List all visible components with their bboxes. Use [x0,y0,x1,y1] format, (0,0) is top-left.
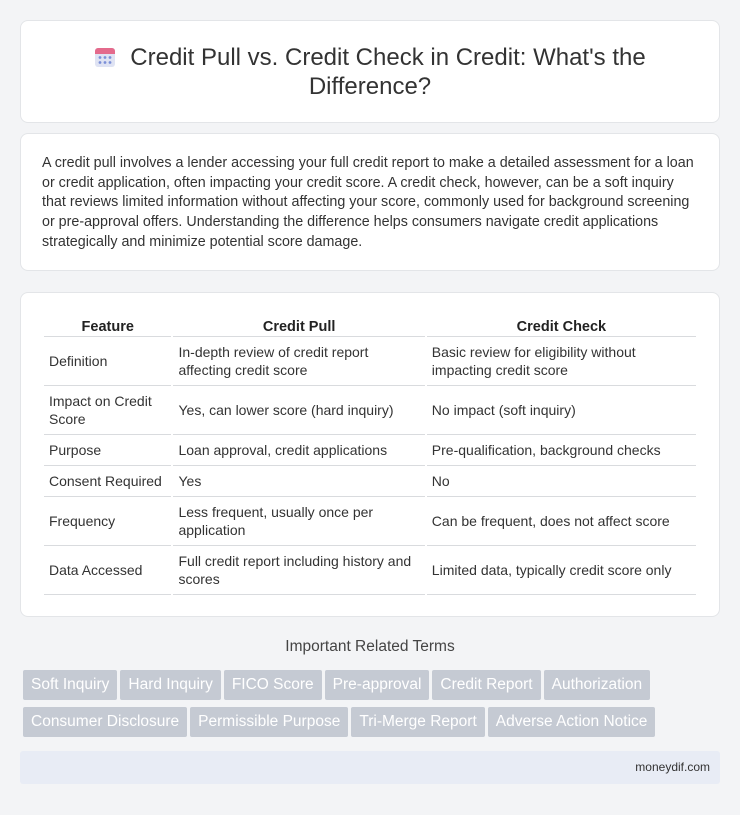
page-title [90,43,650,101]
tag-tri-merge-report[interactable]: Tri-Merge Report [351,707,484,737]
table-row [44,466,696,497]
table-cell: Yes [173,466,424,497]
footer-site-link[interactable]: moneydif.com [635,760,710,774]
table-cell: Purpose [44,435,171,466]
table-cell: In-depth review of credit report affecting credit score [173,337,424,386]
table-cell: Yes, can lower score (hard inquiry) [173,386,424,435]
table-cell: Data Accessed [44,546,171,595]
tag-authorization[interactable]: Authorization [544,670,650,700]
related-terms-tags [23,670,723,744]
footer [20,751,720,784]
tag-permissible-purpose[interactable]: Permissible Purpose [190,707,348,737]
comparison-table-card [20,292,720,617]
table-cell: No impact (soft inquiry) [427,386,696,435]
tag-adverse-action-notice[interactable]: Adverse Action Notice [488,707,656,737]
tag-credit-report[interactable]: Credit Report [432,670,540,700]
table-row [44,337,696,386]
table-cell: Definition [44,337,171,386]
table-cell: Full credit report including history and scores [173,546,424,595]
calendar-icon [94,46,116,68]
page-title-text: Credit Pull vs. Credit Check in Credit: What's the Difference? [130,43,646,100]
table-cell: Frequency [44,497,171,546]
table-header-row [44,315,696,337]
tag-pre-approval[interactable]: Pre-approval [325,670,430,700]
table-row [44,435,696,466]
comparison-table [42,315,698,595]
table-cell: Less frequent, usually once per application [173,497,424,546]
related-terms-title: Important Related Terms [285,638,455,655]
table-row [44,497,696,546]
table-cell: Consent Required [44,466,171,497]
table-cell: No [427,466,696,497]
table-cell: Impact on Credit Score [44,386,171,435]
header-credit-check: Credit Check [427,315,696,337]
intro-card [20,133,720,271]
table-row [44,546,696,595]
tag-hard-inquiry[interactable]: Hard Inquiry [120,670,220,700]
tag-soft-inquiry[interactable]: Soft Inquiry [23,670,117,700]
tag-fico-score[interactable]: FICO Score [224,670,322,700]
table-cell: Can be frequent, does not affect score [427,497,696,546]
table-cell: Pre-qualification, background checks [427,435,696,466]
table-cell: Basic review for eligibility without impacting credit score [427,337,696,386]
tag-consumer-disclosure[interactable]: Consumer Disclosure [23,707,187,737]
table-cell: Loan approval, credit applications [173,435,424,466]
header-credit-pull: Credit Pull [173,315,424,337]
title-card [20,20,720,123]
table-cell: Limited data, typically credit score only [427,546,696,595]
table-row [44,386,696,435]
intro-paragraph: A credit pull involves a lender accessing your full credit report to make a detailed assessment for a loan or credit application, often impacting your credit score. A credit check, however, can be a soft inquiry that reviews limited information without affecting your score, commonly used for background screening or pre-approval offers. Understanding the difference helps consumers navigate credit applications strategically and minimize potential score damage. [42,155,694,250]
header-feature: Feature [44,315,171,337]
